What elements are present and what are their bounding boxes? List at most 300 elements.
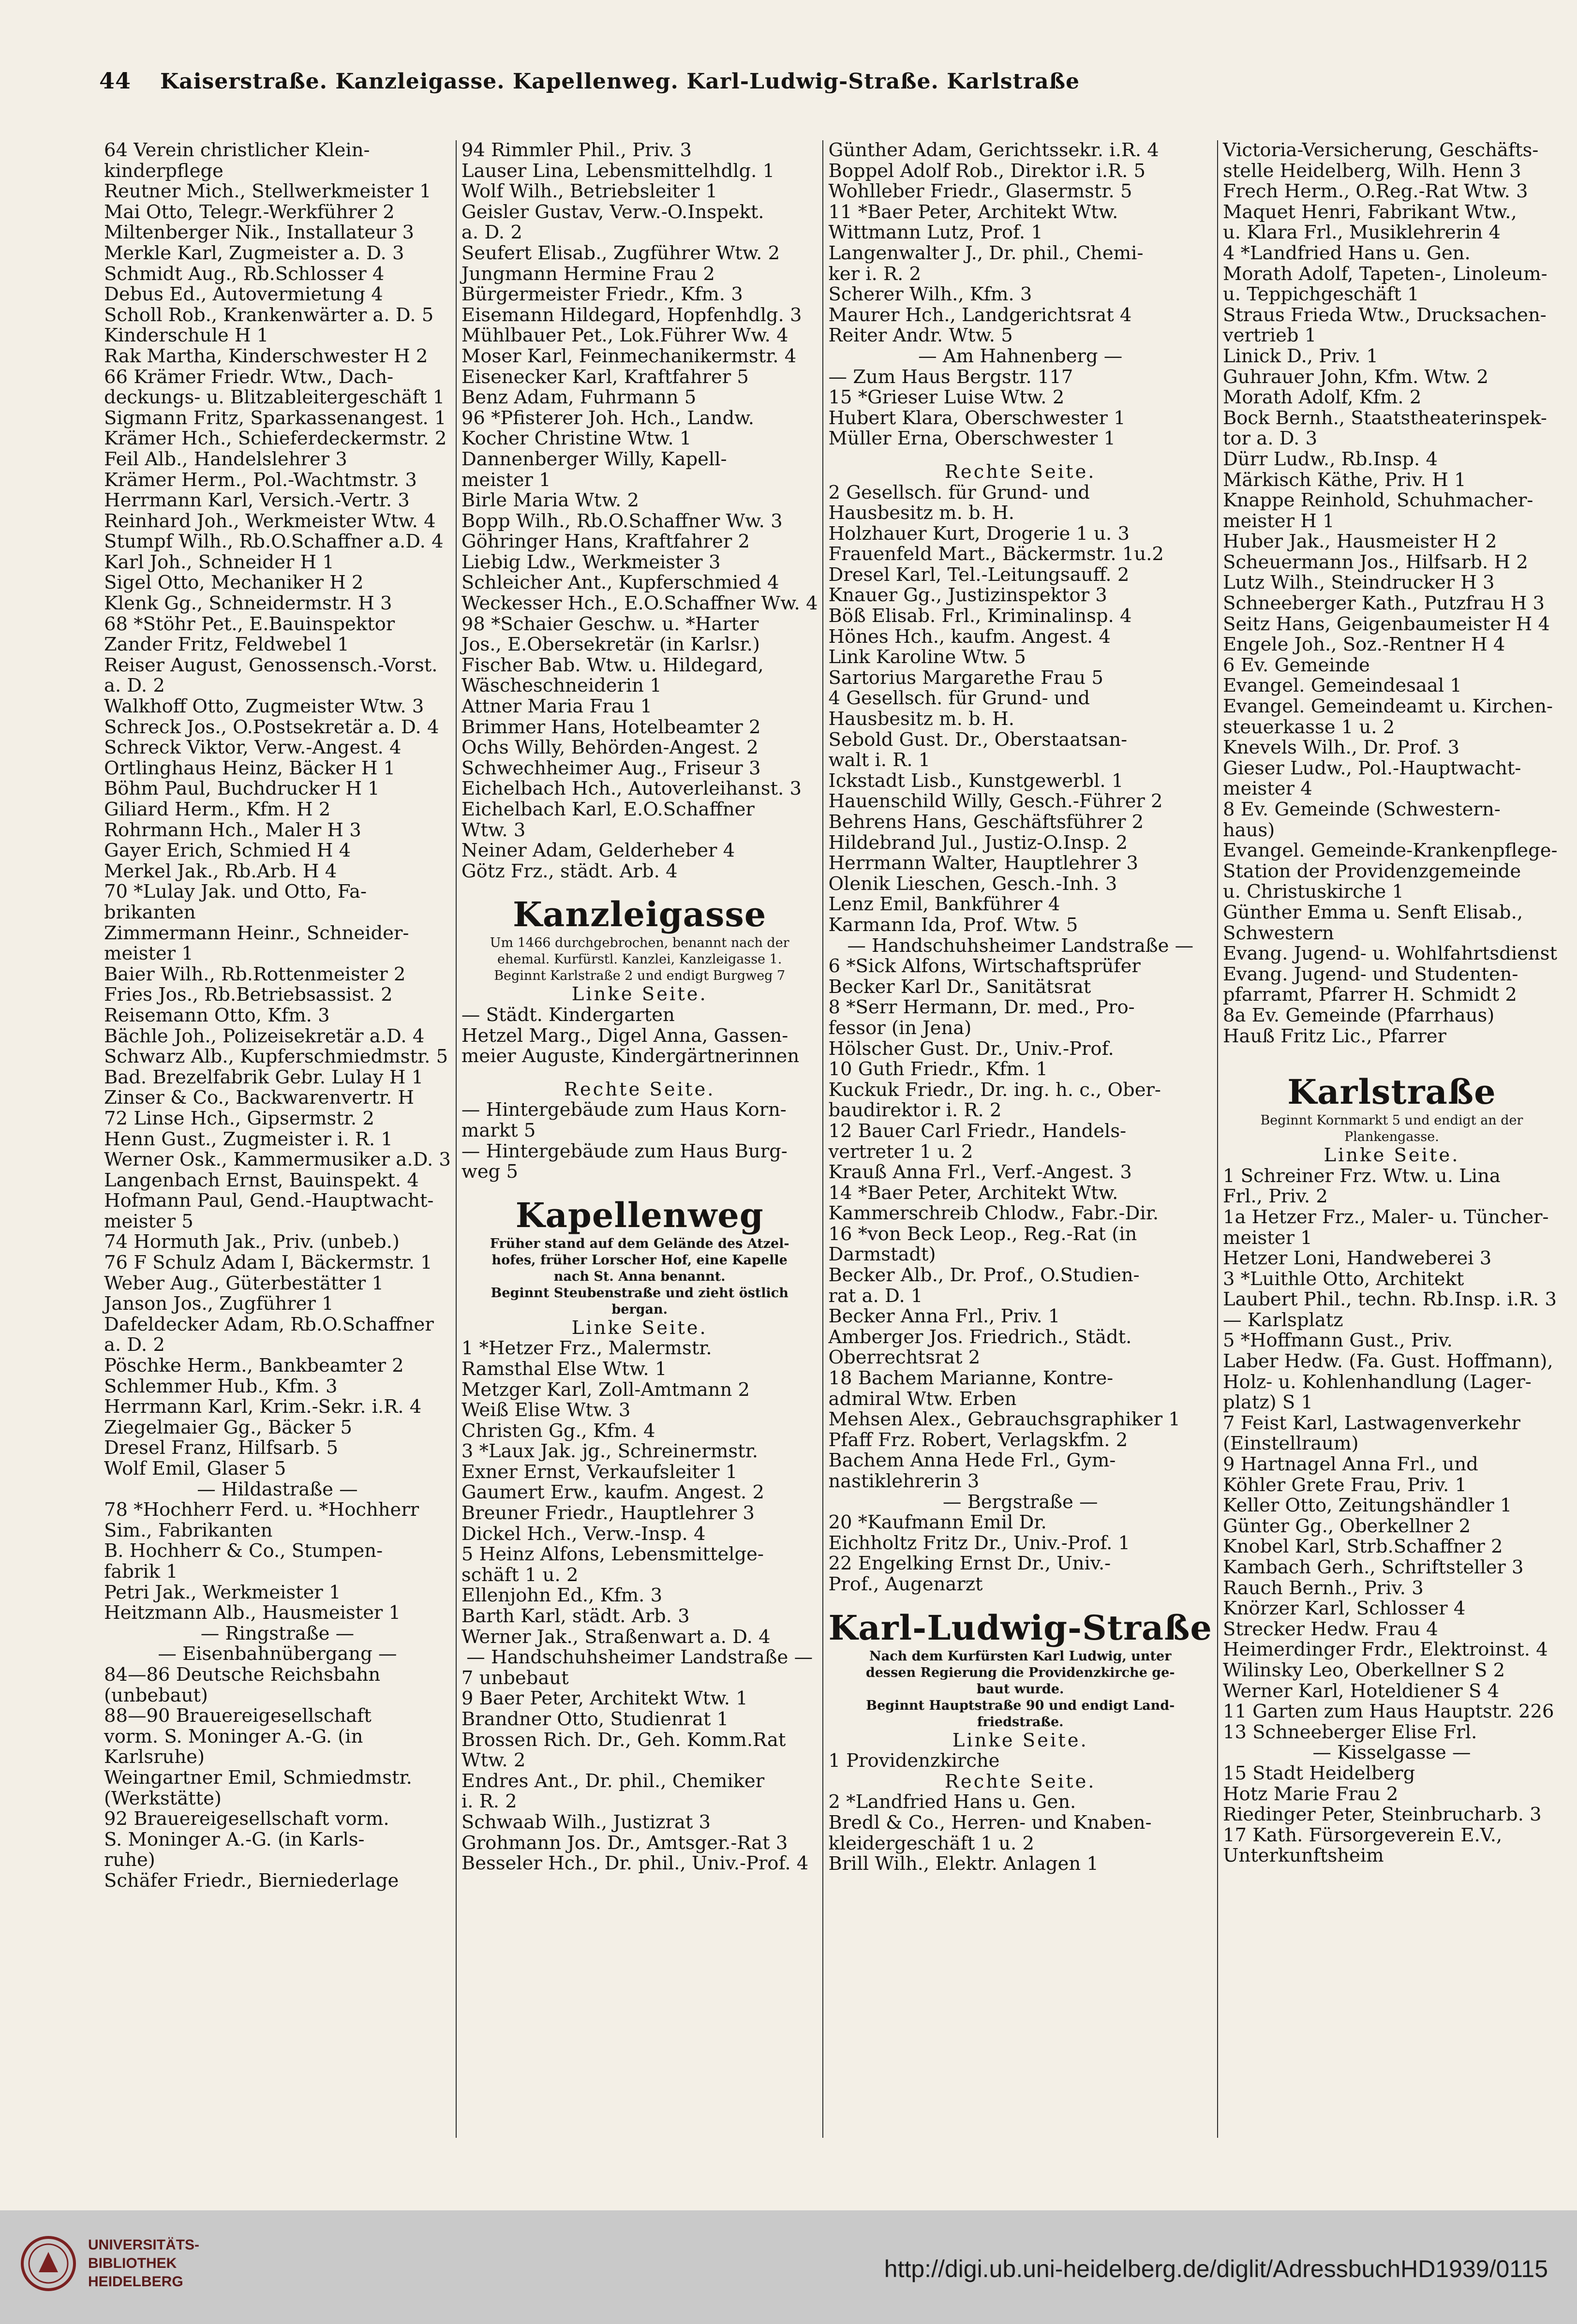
street-note: baut wurde. [977,1681,1064,1697]
directory-entry: Henn Gust., Zugmeister i. R. 1 [104,1128,393,1150]
directory-entry: 13 Schneeberger Elise Frl. [1222,1721,1477,1743]
directory-entry: 9 Baer Peter, Architekt Wtw. 1 [461,1687,748,1710]
directory-entry: Hauß Fritz Lic., Pfarrer [1222,1025,1446,1047]
directory-entry: Mühlbauer Pet., Lok.Führer Ww. 4 [461,325,788,347]
directory-entry: Böhm Paul, Buchdrucker H 1 [104,778,380,800]
directory-entry: platz) S 1 [1222,1391,1313,1414]
directory-entry: Holzhauer Kurt, Drogerie 1 u. 3 [828,522,1130,545]
directory-entry: Karmann Ida, Prof. Wtw. 5 [828,914,1078,936]
directory-entry: Eisenecker Karl, Kraftfahrer 5 [461,366,749,388]
directory-entry: 92 Brauereigesellschaft vorm. [104,1808,389,1830]
directory-entry: Ellenjohn Ed., Kfm. 3 [461,1584,663,1607]
directory-entry: u. Teppichgeschäft 1 [1222,283,1419,306]
street-note: Plankengasse. [1344,1129,1439,1145]
directory-entry: weg 5 [461,1161,519,1183]
directory-entry: fabrik 1 [104,1560,178,1583]
side-heading: Linke Seite. [571,1317,708,1339]
directory-entry: Lauser Lina, Lebensmittelhdlg. 1 [461,160,775,182]
directory-entry: Holz- u. Kohlenhandlung (Lager- [1222,1371,1532,1393]
directory-entry: Baier Wilh., Rb.Rottenmeister 2 [104,963,406,985]
directory-entry: Knobel Karl, Strb.Schaffner 2 [1222,1536,1503,1558]
directory-entry: 68 *Stöhr Pet., E.Bauinspektor [104,613,395,635]
directory-entry: Knauer Gg., Justizinspektor 3 [828,584,1107,607]
directory-entry: Frl., Priv. 2 [1222,1185,1328,1208]
directory-entry: Werner Osk., Kammermusiker a.D. 3 [104,1149,451,1171]
directory-entry: Kocher Christine Wtw. 1 [461,428,692,450]
directory-entry: Maquet Henri, Fabrikant Wtw., [1222,201,1517,223]
directory-entry: Sartorius Margarethe Frau 5 [828,666,1103,689]
directory-entry: 5 *Hoffmann Gust., Priv. [1222,1330,1453,1352]
directory-entry: Herrmann Karl, Krim.-Sekr. i.R. 4 [104,1396,422,1418]
directory-entry: Miltenberger Nik., Installateur 3 [104,222,415,244]
directory-entry: Wolf Emil, Glaser 5 [104,1458,286,1480]
directory-entry: Schwestern [1222,922,1334,944]
directory-entry: Jungmann Hermine Frau 2 [461,263,715,285]
directory-entry: Amberger Jos. Friedrich., Städt. [828,1326,1132,1348]
directory-entry: a. D. 2 [461,222,522,244]
directory-entry: Evangel. Gemeindesaal 1 [1222,675,1462,697]
spacer [1223,1047,1561,1059]
directory-entry: 98 *Schaier Geschw. u. *Harter [461,613,759,635]
directory-entry: Bock Bernh., Staatstheaterinspek- [1222,407,1547,429]
directory-entry: Strecker Hedw. Frau 4 [1222,1618,1438,1640]
directory-entry: 6 Ev. Gemeinde [1222,654,1370,676]
directory-entry: Scherer Wilh., Kfm. 3 [828,283,1032,306]
street-note: Nach dem Kurfürsten Karl Ludwig, unter [869,1648,1172,1664]
directory-entry: Schäfer Friedr., Bierniederlage [104,1869,399,1892]
directory-entry: Mai Otto, Telegr.-Werkführer 2 [104,201,395,223]
directory-entry: Hildebrand Jul., Justiz-O.Insp. 2 [828,831,1128,854]
page-number: 44 [99,68,132,94]
directory-entry: 74 Hormuth Jak., Priv. (unbeb.) [104,1231,400,1253]
street-note: Beginnt Hauptstraße 90 und endigt Land- [866,1698,1175,1713]
directory-entry: 3 *Laux Jak. jg., Schreinermstr. [461,1440,759,1463]
directory-entry: Wtw. 2 [461,1749,526,1772]
directory-entry: Guhrauer John, Kfm. Wtw. 2 [1222,366,1488,388]
directory-entry: Brill Wilh., Elektr. Anlagen 1 [828,1853,1099,1875]
directory-entry: Krauß Anna Frl., Verf.-Angest. 3 [828,1161,1132,1184]
directory-entry: Rohrmann Hch., Maler H 3 [104,819,361,841]
directory-entry: 1a Hetzer Frz., Maler- u. Tüncher- [1222,1206,1549,1228]
spacer [828,1595,1212,1608]
library-name [88,2236,199,2291]
directory-entry: 14 *Baer Peter, Architekt Wtw. [828,1182,1118,1204]
directory-entry: 94 Rimmler Phil., Priv. 3 [461,139,692,161]
directory-entry: ruhe) [104,1849,155,1871]
directory-entry: Boppel Adolf Rob., Direktor i.R. 5 [828,160,1146,182]
directory-entry: Eisemann Hildegard, Hopfenhdlg. 3 [461,304,802,326]
directory-entry: 2 *Landfried Hans u. Gen. [828,1791,1076,1813]
library-name-line: BIBLIOTHEK [88,2255,177,2271]
directory-entry: Frech Herm., O.Reg.-Rat Wtw. 3 [1222,180,1528,203]
cross-street: — Eisenbahnübergang — [158,1643,397,1665]
directory-entry: Knevels Wilh., Dr. Prof. 3 [1222,737,1460,759]
library-name-line: UNIVERSITÄTS- [88,2237,200,2253]
cross-street: — Hildastraße — [197,1478,358,1500]
library-logo [19,2235,199,2293]
directory-entry: 72 Linse Hch., Gipsermstr. 2 [104,1107,374,1129]
directory-entry: Günther Emma u. Senft Elisab., [1222,901,1523,923]
directory-entry: 4 *Landfried Hans u. Gen. [1222,242,1471,264]
directory-entry: Karl Joh., Schneider H 1 [104,551,334,573]
source-url[interactable]: http://digi.ub.uni-heidelberg.de/diglit/AdressbuchHD1939/0115 [884,2255,1548,2282]
directory-entry: Moser Karl, Feinmechanikermstr. 4 [461,345,797,367]
directory-entry: Knappe Reinhold, Schuhmacher- [1222,489,1533,512]
directory-entry: Weingartner Emil, Schmiedmstr. [104,1766,412,1789]
directory-entry: vorm. S. Moninger A.-G. (in [104,1725,363,1747]
street-note: Früher stand auf dem Gelände des Atzel- [490,1236,789,1251]
directory-entry: Becker Karl Dr., Sanitätsrat [828,976,1091,998]
directory-entry: — Karlsplatz [1222,1309,1343,1331]
directory-entry: Dafeldecker Adam, Rb.O.Schaffner [104,1313,434,1335]
directory-entry: Evangel. Gemeinde-Krankenpflege- [1222,840,1558,862]
directory-entry: Wolf Wilh., Betriebsleiter 1 [461,180,718,203]
street-heading: Kanzleigasse [513,894,767,935]
column-2 [456,140,823,2138]
directory-entry: i. R. 2 [461,1791,517,1813]
directory-entry: Gaumert Erw., kaufm. Angest. 2 [461,1481,764,1504]
directory-entry: Becker Alb., Dr. Prof., O.Studien- [828,1264,1140,1287]
directory-entry: Hetzer Loni, Handweberei 3 [1222,1247,1492,1270]
street-note: Um 1466 durchgebrochen, benannt nach der [490,935,789,951]
cross-street: — Kisselgasse — [1312,1742,1471,1764]
spacer [461,1183,818,1195]
directory-entry: Märkisch Käthe, Priv. H 1 [1222,469,1466,491]
directory-entry: Metzger Karl, Zoll-Amtmann 2 [461,1378,750,1401]
directory-entry: Pfaff Frz. Robert, Verlagskfm. 2 [828,1429,1128,1451]
directory-entry: Sebold Gust. Dr., Oberstaatsan- [828,728,1128,751]
directory-entry: Weiß Elise Wtw. 3 [461,1399,631,1421]
directory-entry: Evang. Jugend- und Studenten- [1222,963,1518,985]
directory-entry: Kammerschreib Chlodw., Fabr.-Dir. [828,1202,1159,1225]
cross-street: — Handschuhsheimer Landstraße — [847,934,1194,957]
street-note: nach St. Anna benannt. [553,1269,726,1284]
directory-entry: walt i. R. 1 [828,749,931,771]
directory-entry: Bredl & Co., Herren- und Knaben- [828,1811,1152,1834]
directory-entry: 9 Hartnagel Anna Frl., und [1222,1453,1478,1476]
directory-entry: Wohlleber Friedr., Glasermstr. 5 [828,180,1132,203]
directory-entry: Wäscheschneiderin 1 [461,675,662,697]
directory-entry: Seitz Hans, Geigenbaumeister H 4 [1222,613,1550,635]
directory-entry: Becker Anna Frl., Priv. 1 [828,1305,1060,1328]
directory-entry: 8a Ev. Gemeinde (Pfarrhaus) [1222,1004,1495,1026]
directory-entry: a. D. 2 [104,675,165,697]
directory-entry: Hausbesitz m. b. H. [828,502,1014,524]
directory-entry: meier Auguste, Kindergärtnerinnen [461,1045,800,1067]
directory-entry: Dürr Ludw., Rb.Insp. 4 [1222,448,1438,470]
directory-entry: Krämer Herm., Pol.-Wachtmstr. 3 [104,469,417,491]
directory-entry: Krämer Hch., Schieferdeckermstr. 2 [104,428,447,450]
directory-entry: Ramsthal Else Wtw. 1 [461,1358,667,1380]
directory-entry: Neiner Adam, Gelderheber 4 [461,840,735,862]
directory-entry: Schneeberger Kath., Putzfrau H 3 [1222,592,1545,615]
directory-entry: Karlsruhe) [104,1746,205,1768]
directory-entry: kinderpflege [104,160,223,182]
directory-entry: Riedinger Peter, Steinbrucharb. 3 [1222,1804,1542,1826]
directory-entry: Weber Aug., Güterbestätter 1 [104,1272,384,1294]
spacer [461,1067,818,1080]
directory-entry: Gayer Erich, Schmied H 4 [104,840,351,862]
directory-entry: Weckesser Hch., E.O.Schaffner Ww. 4 [461,592,818,615]
spacer [1223,1059,1561,1072]
side-heading: Linke Seite. [1324,1144,1460,1167]
directory-entry: Feil Alb., Handelslehrer 3 [104,448,347,470]
directory-entry: pfarramt, Pfarrer H. Schmidt 2 [1222,984,1517,1006]
directory-entry: 6 *Sick Alfons, Wirtschaftsprüfer [828,955,1141,977]
directory-entry: Wtw. 3 [461,819,526,841]
directory-entry: kleidergeschäft 1 u. 2 [828,1832,1035,1854]
directory-entry: Dresel Franz, Hilfsarb. 5 [104,1437,338,1459]
directory-entry: stelle Heidelberg, Wilh. Henn 3 [1222,160,1521,182]
directory-entry: Barth Karl, städt. Arb. 3 [461,1605,690,1628]
directory-entry: Merkel Jak., Rb.Arb. H 4 [104,860,337,882]
directory-entry: Langenwalter J., Dr. phil., Chemi- [828,242,1144,264]
directory-entry: Langenbach Ernst, Bauinspekt. 4 [104,1169,419,1191]
directory-entry: baudirektor i. R. 2 [828,1099,1002,1122]
directory-entry: Götz Frz., städt. Arb. 4 [461,860,678,882]
directory-entry: Benz Adam, Fuhrmann 5 [461,386,697,409]
directory-entry: Liebig Ldw., Werkmeister 3 [461,551,721,573]
street-note: Beginnt Kornmarkt 5 und endigt an der [1260,1113,1523,1128]
directory-entry: Scholl Rob., Krankenwärter a. D. 5 [104,304,434,326]
directory-entry: Prof., Augenarzt [828,1573,983,1595]
directory-entry: vertreter 1 u. 2 [828,1140,973,1163]
street-heading: Kapellenweg [515,1195,764,1235]
directory-entry: Attner Maria Frau 1 [461,696,653,718]
directory-entry: nastiklehrerin 3 [828,1470,980,1492]
directory-entry: Zinser & Co., Backwarenvertr. H [104,1087,414,1109]
directory-entry: Zander Fritz, Feldwebel 1 [104,634,349,656]
directory-entry: u. Christuskirche 1 [1222,881,1404,903]
street-note: ehemal. Kurfürstl. Kanzlei, Kanzleigasse 1. [497,952,782,967]
directory-entry: Schwarz Alb., Kupferschmiedmstr. 5 [104,1046,448,1068]
directory-entry: Brossen Rich. Dr., Geh. Komm.Rat [461,1729,786,1751]
directory-entry: Geisler Gustav, Verw.-O.Inspekt. [461,201,764,223]
directory-entry: 3 *Luithle Otto, Architekt [1222,1268,1464,1290]
directory-entry: 66 Krämer Friedr. Wtw., Dach- [104,366,394,388]
street-heading: Karl-Ludwig-Straße [828,1607,1212,1648]
directory-entry: Reutner Mich., Stellwerkmeister 1 [104,180,431,203]
directory-entry: 17 Kath. Fürsorgeverein E.V., [1222,1824,1503,1846]
directory-entry: Kambach Gerh., Schriftsteller 3 [1222,1556,1524,1578]
directory-entry: 5 Heinz Alfons, Lebensmittelge- [461,1543,764,1566]
directory-entry: schäft 1 u. 2 [461,1564,579,1586]
directory-entry: a. D. 2 [104,1334,165,1356]
directory-entry: Station der Providenzgemeinde [1222,860,1521,882]
directory-entry: Bopp Wilh., Rb.O.Schaffner Ww. 3 [461,510,783,532]
directory-entry: Walkhoff Otto, Zugmeister Wtw. 3 [104,696,424,718]
side-heading: Rechte Seite. [564,1078,715,1100]
directory-entry: Ickstadt Lisb., Kunstgewerbl. 1 [828,770,1124,792]
directory-entry: Günter Gg., Oberkellner 2 [1222,1515,1471,1537]
library-name-line: HEIDELBERG [88,2274,183,2290]
directory-entry: Werner Karl, Hoteldiener S 4 [1222,1680,1500,1702]
directory-entry: Laubert Phil., techn. Rb.Insp. i.R. 3 [1222,1288,1557,1311]
directory-entry: Victoria-Versicherung, Geschäfts- [1222,139,1539,161]
directory-entry: Ortlinghaus Heinz, Bäcker H 1 [104,757,396,779]
street-note: dessen Regierung die Providenzkirche ge- [865,1665,1175,1680]
directory-entry: Morath Adolf, Kfm. 2 [1222,386,1422,409]
directory-entry: Heitzmann Alb., Hausmeister 1 [104,1602,401,1624]
directory-entry: vertrieb 1 [1222,325,1317,347]
directory-entry: Hetzel Marg., Digel Anna, Gassen- [461,1024,788,1047]
directory-entry: Herrmann Walter, Hauptlehrer 3 [828,852,1138,874]
directory-entry: Petri Jak., Werkmeister 1 [104,1581,341,1603]
directory-entry: Bürgermeister Friedr., Kfm. 3 [461,283,743,306]
directory-entry: Janson Jos., Zugführer 1 [104,1293,334,1315]
directory-entry: Lutz Wilh., Steindrucker H 3 [1222,572,1495,594]
directory-entry: Seufert Elisab., Zugführer Wtw. 2 [461,242,780,264]
directory-entry: B. Hochherr & Co., Stumpen- [104,1540,383,1562]
directory-entry: Heimerdinger Frdr., Elektroinst. 4 [1222,1639,1548,1661]
directory-entry: — Städt. Kindergarten [461,1004,675,1026]
directory-entry: 11 Garten zum Haus Hauptstr. 226 [1222,1701,1554,1723]
directory-entry: Hölscher Gust. Dr., Univ.-Prof. [828,1037,1114,1060]
directory-entry: 15 *Grieser Luise Wtw. 2 [828,386,1065,409]
side-heading: Linke Seite. [571,983,708,1006]
street-note: friedstraße. [977,1714,1064,1730]
directory-entry: Schlemmer Hub., Kfm. 3 [104,1375,338,1397]
directory-entry: Merkle Karl, Zugmeister a. D. 3 [104,242,404,264]
directory-columns [99,139,1558,2138]
directory-entry: rat a. D. 1 [828,1285,923,1307]
cross-street: — Ringstraße — [200,1622,355,1644]
directory-entry: Bad. Brezelfabrik Gebr. Lulay H 1 [104,1066,424,1088]
directory-entry: Straus Frieda Wtw., Drucksachen- [1222,304,1547,326]
directory-entry: tor a. D. 3 [1222,428,1318,450]
directory-entry: meister 1 [1222,1227,1312,1249]
directory-entry: meister 1 [461,469,551,491]
directory-entry: Rak Martha, Kinderschwester H 2 [104,345,428,367]
directory-entry: Hotz Marie Frau 2 [1222,1783,1398,1805]
directory-entry: Brimmer Hans, Hotelbeamter 2 [461,716,761,738]
directory-entry: Wilinsky Leo, Oberkellner S 2 [1222,1659,1505,1681]
directory-entry: Günther Adam, Gerichtssekr. i.R. 4 [828,139,1159,161]
footer-bar [0,2210,1577,2324]
directory-entry: Hauenschild Willy, Gesch.-Führer 2 [828,790,1163,813]
page-header [99,68,1492,106]
directory-entry: 7 unbebaut [461,1667,569,1689]
directory-entry: Eichelbach Karl, E.O.Schaffner [461,799,755,820]
directory-entry: 7 Feist Karl, Lastwagenverkehr [1222,1412,1520,1434]
directory-entry: Fries Jos., Rb.Betriebsassist. 2 [104,984,393,1006]
directory-entry: Sigel Otto, Mechaniker H 2 [104,572,364,594]
directory-entry: Knörzer Karl, Schlosser 4 [1222,1598,1466,1620]
directory-entry: Oberrechtsrat 2 [828,1347,981,1369]
directory-entry: 96 *Pfisterer Joh. Hch., Landw. [461,407,754,429]
directory-entry: Brandner Otto, Studienrat 1 [461,1708,729,1730]
directory-entry: Wittmann Lutz, Prof. 1 [828,222,1043,244]
directory-entry: Reiter Andr. Wtw. 5 [828,325,1013,347]
directory-entry: Engele Joh., Soz.-Rentner H 4 [1222,634,1505,656]
directory-entry: Dannenberger Willy, Kapell- [461,448,727,470]
directory-entry: Debus Ed., Autovermietung 4 [104,283,383,306]
directory-entry: Sigmann Fritz, Sparkassenangest. 1 [104,407,446,429]
running-head: Kaiserstraße. Kanzleigasse. Kapellenweg. Karl-Ludwig-Straße. Karlstraße [160,69,1080,94]
directory-entry: 1 Schreiner Frz. Wtw. u. Lina [1222,1165,1501,1187]
directory-entry: Schwechheimer Aug., Friseur 3 [461,757,761,779]
directory-entry: steuerkasse 1 u. 2 [1222,716,1395,738]
cross-street: — Am Hahnenberg — [918,345,1123,367]
directory-entry: 8 *Serr Hermann, Dr. med., Pro- [828,996,1135,1019]
directory-entry: 4 Gesellsch. für Grund- und [828,687,1090,710]
directory-entry: 1 Providenzkirche [828,1750,1000,1772]
directory-entry: 78 *Hochherr Ferd. u. *Hochherr [104,1499,419,1521]
directory-entry: Giliard Herm., Kfm. H 2 [104,799,331,820]
directory-entry: Hofmann Paul, Gend.-Hauptwacht- [104,1190,434,1212]
side-heading: Linke Seite. [952,1729,1088,1751]
directory-entry: Köhler Grete Frau, Priv. 1 [1222,1474,1467,1496]
directory-entry: 8 Ev. Gemeinde (Schwestern- [1222,799,1501,820]
directory-entry: Pöschke Herm., Bankbeamter 2 [104,1355,404,1377]
directory-entry: Mehsen Alex., Gebrauchsgraphiker 1 [828,1408,1180,1431]
directory-entry: — Zum Haus Bergstr. 117 [828,366,1073,388]
directory-entry: Reinhard Joh., Werkmeister Wtw. 4 [104,510,436,532]
cross-street: — Handschuhsheimer Landstraße — [466,1646,813,1669]
directory-entry: Böß Elisab. Frl., Kriminalinsp. 4 [828,605,1132,627]
directory-entry: S. Moninger A.-G. (in Karls- [104,1828,365,1850]
directory-entry: meister 4 [1222,778,1312,800]
directory-entry: Fischer Bab. Wtw. u. Hildegard, [461,654,764,676]
directory-entry: 70 *Lulay Jak. und Otto, Fa- [104,881,367,903]
directory-entry: Evangel. Gemeindeamt u. Kirchen- [1222,696,1553,718]
directory-entry: Besseler Hch., Dr. phil., Univ.-Prof. 4 [461,1852,809,1875]
directory-entry: 10 Guth Friedr., Kfm. 1 [828,1058,1048,1081]
directory-entry: Zimmermann Heinr., Schneider- [104,922,409,944]
directory-entry: Dickel Hch., Verw.-Insp. 4 [461,1523,706,1545]
directory-entry: (unbebaut) [104,1684,208,1706]
directory-entry: Ochs Willy, Behörden-Angest. 2 [461,737,759,759]
directory-entry: meister 5 [104,1210,193,1232]
directory-entry: fessor (in Jena) [828,1017,972,1039]
directory-entry: ker i. R. 2 [828,263,921,285]
directory-entry: Link Karoline Wtw. 5 [828,646,1026,668]
directory-entry: — Hintergebäude zum Haus Korn- [461,1099,787,1121]
directory-entry: markt 5 [461,1119,536,1141]
directory-entry: Klenk Gg., Schneidermstr. H 3 [104,592,392,615]
directory-entry: 2 Gesellsch. für Grund- und [828,481,1090,503]
directory-entry: Bachem Anna Hede Frl., Gym- [828,1450,1116,1472]
directory-entry: Hönes Hch., kaufm. Angest. 4 [828,625,1111,648]
street-note: bergan. [611,1302,668,1317]
directory-entry: Grohmann Jos. Dr., Amtsger.-Rat 3 [461,1832,788,1854]
directory-entry: Müller Erna, Oberschwester 1 [828,428,1116,450]
directory-entry: Reiser August, Genossensch.-Vorst. [104,654,438,676]
directory-entry: 64 Verein christlicher Klein- [104,139,370,161]
directory-entry: Göhringer Hans, Kraftfahrer 2 [461,531,750,553]
directory-entry: (Einstellraum) [1222,1433,1359,1455]
directory-entry: Unterkunftsheim [1222,1845,1384,1867]
directory-entry: Birle Maria Wtw. 2 [461,489,639,512]
directory-entry: Jos., E.Obersekretär (in Karlsr.) [461,634,760,656]
directory-entry: Hubert Klara, Oberschwester 1 [828,407,1126,429]
directory-entry: Behrens Hans, Geschäftsführer 2 [828,811,1144,833]
directory-entry: Laber Hedw. (Fa. Gust. Hoffmann), [1222,1350,1553,1373]
directory-entry: 18 Bachem Marianne, Kontre- [828,1367,1114,1390]
directory-entry: admiral Wtw. Erben [828,1388,1017,1410]
directory-entry: Schleicher Ant., Kupferschmied 4 [461,572,779,594]
directory-entry: 20 *Kaufmann Emil Dr. [828,1511,1047,1534]
directory-entry: Exner Ernst, Verkaufsleiter 1 [461,1461,738,1483]
directory-entry: u. Klara Frl., Musiklehrerin 4 [1222,222,1501,244]
directory-entry: Evang. Jugend- u. Wohlfahrtsdienst [1222,943,1557,965]
directory-entry: Rauch Bernh., Priv. 3 [1222,1577,1424,1599]
directory-entry: Schreck Viktor, Verw.-Angest. 4 [104,737,402,759]
directory-entry: Keller Otto, Zeitungshändler 1 [1222,1495,1512,1517]
directory-entry: Ziegelmaier Gg., Bäcker 5 [104,1416,352,1438]
directory-entry: Olenik Lieschen, Gesch.-Inh. 3 [828,873,1117,895]
directory-entry: Huber Jak., Hausmeister H 2 [1222,531,1497,553]
